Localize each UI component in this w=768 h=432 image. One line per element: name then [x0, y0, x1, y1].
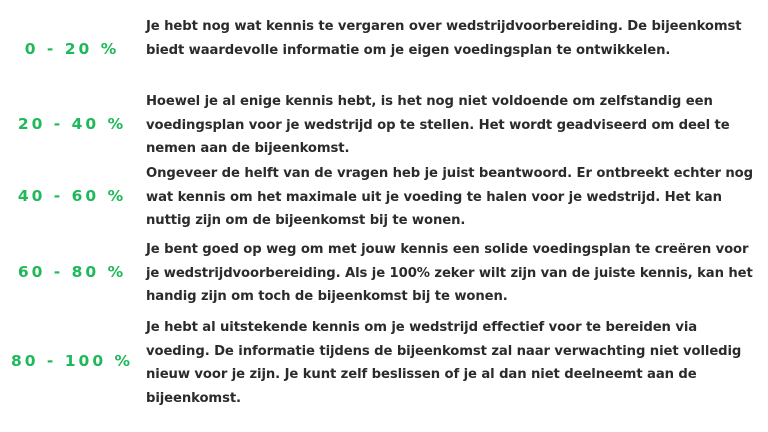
score-description: Hoewel je al enige kennis hebt, is het nog niet voldoende om zelfstandig een voedingsplan voor je wedstrijd op te stellen. Het wordt geadviseerd om deel te nemen aan de bijeenkomst. [146, 94, 730, 156]
score-range-label: 80 - 100 % [10, 352, 134, 370]
score-description: Je bent goed op weg om met jouw kennis een solide voedingsplan te creëren voor je wedstrijdvoorbereiding. Als je 100% zeker wilt zijn van de juiste kennis, kan het handig zijn om toch de bijeenkomst bij te wonen. [146, 242, 753, 304]
score-description: Je hebt al uitstekende kennis om je wedstrijd effectief voor te bereiden via voeding. De informatie tijdens de bijeenkomst zal naar verwachting niet volledig nieuw voor je zijn. Je kunt zelf beslissen of je al dan niet deelneemt aan de bijeenkomst. [146, 320, 742, 406]
score-range-label: 40 - 60 % [17, 187, 127, 205]
score-range-label: 60 - 80 % [17, 263, 127, 281]
score-description: Je hebt nog wat kennis te vergaren over wedstrijdvoorbereiding. De bijeenkomst biedt waardevolle informatie om je eigen voedingsplan te ontwikkelen. [146, 19, 742, 58]
score-range-label: 20 - 40 % [17, 115, 127, 133]
score-range-label: 0 - 20 % [24, 40, 120, 58]
score-description: Ongeveer de helft van de vragen heb je juist beantwoord. Er ontbreekt echter nog wat kennis om het maximale uit je voeding te halen voor je wedstrijd. Het kan nuttig zijn om de bijeenkomst bij te wonen. [146, 166, 753, 228]
